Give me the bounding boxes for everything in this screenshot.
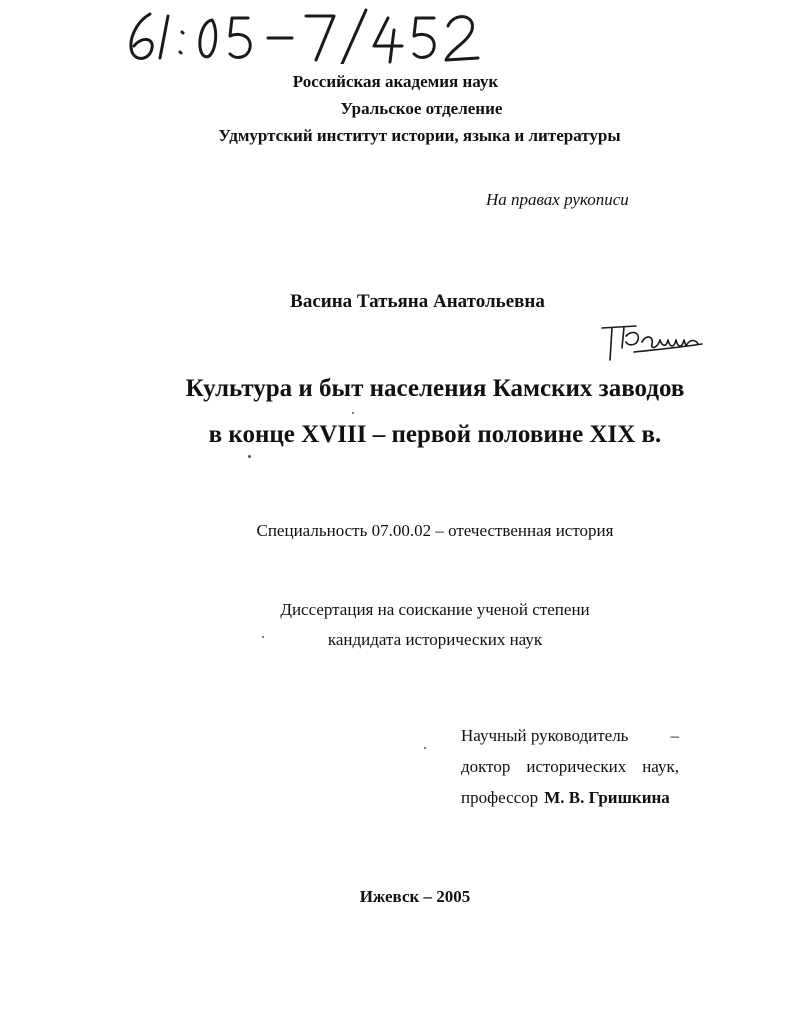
dissertation-title-line2: в конце XVIII – первой половине XIX в. — [208, 421, 662, 448]
degree-statement-line2: кандидата исторических наук — [327, 630, 543, 649]
specialty: Специальность 07.00.02 – отечественная история — [256, 521, 614, 540]
degree-statement-line1: Диссертация на соискание ученой степени — [280, 600, 590, 619]
archive-number-handwritten — [120, 8, 490, 64]
supervisor-name-row — [461, 782, 679, 813]
supervisor-rank: профессор — [461, 788, 539, 807]
scan-speck — [262, 636, 264, 638]
supervisor-dash: – — [670, 726, 679, 745]
supervisor-block — [461, 720, 679, 813]
supervisor-role: Научный руководитель — [461, 726, 629, 745]
org-institute: Удмуртский институт истории, языка и литературы — [218, 126, 621, 145]
org-branch: Уральское отделение — [340, 99, 503, 118]
scan-speck — [424, 747, 426, 749]
org-academy: Российская академия наук — [292, 72, 499, 91]
supervisor-degree-word3: наук, — [642, 757, 679, 776]
rights-note: На правах рукописи — [486, 190, 629, 209]
supervisor-degree-row — [461, 751, 679, 782]
supervisor-name: М. В. Гришкина — [544, 788, 670, 807]
dissertation-title-line1: Культура и быт населения Камских заводов — [185, 375, 685, 402]
scan-speck — [248, 455, 251, 458]
city-year: Ижевск – 2005 — [359, 887, 471, 906]
author-name: Васина Татьяна Анатольевна — [290, 291, 545, 312]
supervisor-role-row — [461, 720, 679, 751]
supervisor-degree-word1: доктор — [461, 757, 511, 776]
supervisor-degree-word2: исторических — [526, 757, 627, 776]
scan-speck — [352, 412, 354, 414]
signature — [596, 318, 706, 364]
